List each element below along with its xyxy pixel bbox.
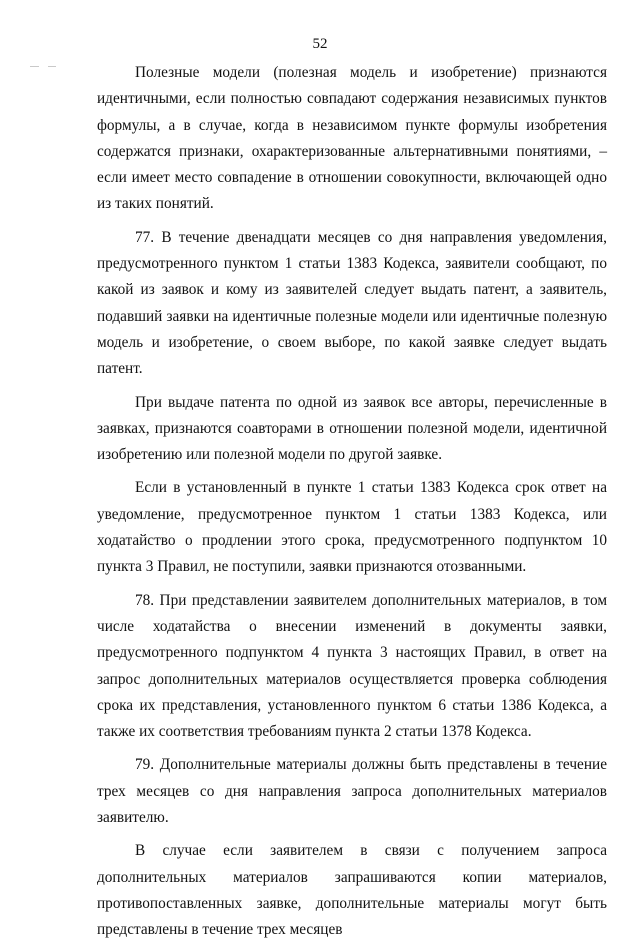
scan-mark [30, 66, 39, 67]
document-body [97, 60, 607, 944]
scan-mark [48, 66, 56, 67]
paragraph-coauthors: При выдаче патента по одной из заявок все авторы, перечисленные в заявках, признаются соавторами в отношении полезной модели, идентичной изобретению или полезной модели по другой заявке. [97, 393, 607, 464]
paragraph-77: 77. В течение двенадцати месяцев со дня направления уведомления, предусмотренного пунктом 1 статьи 1383 Кодекса, заявители сообщают, по какой из заявок и кому из заявителей следует выдать патент, а заявитель, подавший заявки на идентичные полезные модели или идентичные полезную модель и изобретение, о своем выборе, по какой заявке следует выдать патент. [97, 228, 607, 378]
paragraph-copies-request: В случае если заявителем в связи с получением запроса дополнительных материалов запрашиваются копии материалов, противопоставленных заявке, дополнительные материалы могут быть представлены в течение трех месяцев [97, 842, 607, 939]
paragraph-withdrawn: Если в установленный в пункте 1 статьи 1383 Кодекса срок ответ на уведомление, предусмотренное пунктом 1 статьи 1383 Кодекса, или ходатайство о продлении этого срока, предусмотренного подпунктом 10 пункта 3 Правил, не поступили, заявки признаются отозванными. [97, 479, 607, 576]
paragraph-79: 79. Дополнительные материалы должны быть представлены в течение трех месяцев со дня направления запроса дополнительных материалов заявителю. [97, 756, 607, 827]
paragraph-identity-definition: Полезные модели (полезная модель и изобретение) признаются идентичными, если полностью совпадают содержания независимых пунктов формулы, а в случае, когда в независимом пункте формулы изобретения содержатся признаки, охарактеризованные альтернативными понятиями, – если имеет место совпадение в отношении совокупности, включающей одно из таких понятий. [97, 64, 607, 213]
paragraph-78: 78. При представлении заявителем дополнительных материалов, в том числе ходатайства о внесении изменений в документы заявки, предусмотренного подпунктом 4 пункта 3 настоящих Правил, в ответ на запрос дополнительных материалов осуществляется проверка соблюдения срока их представления, установленного пунктом 6 статьи 1386 Кодекса, а также их соответствия требованиям пункта 2 статьи 1378 Кодекса. [97, 591, 607, 741]
page-number: 52 [312, 36, 328, 52]
